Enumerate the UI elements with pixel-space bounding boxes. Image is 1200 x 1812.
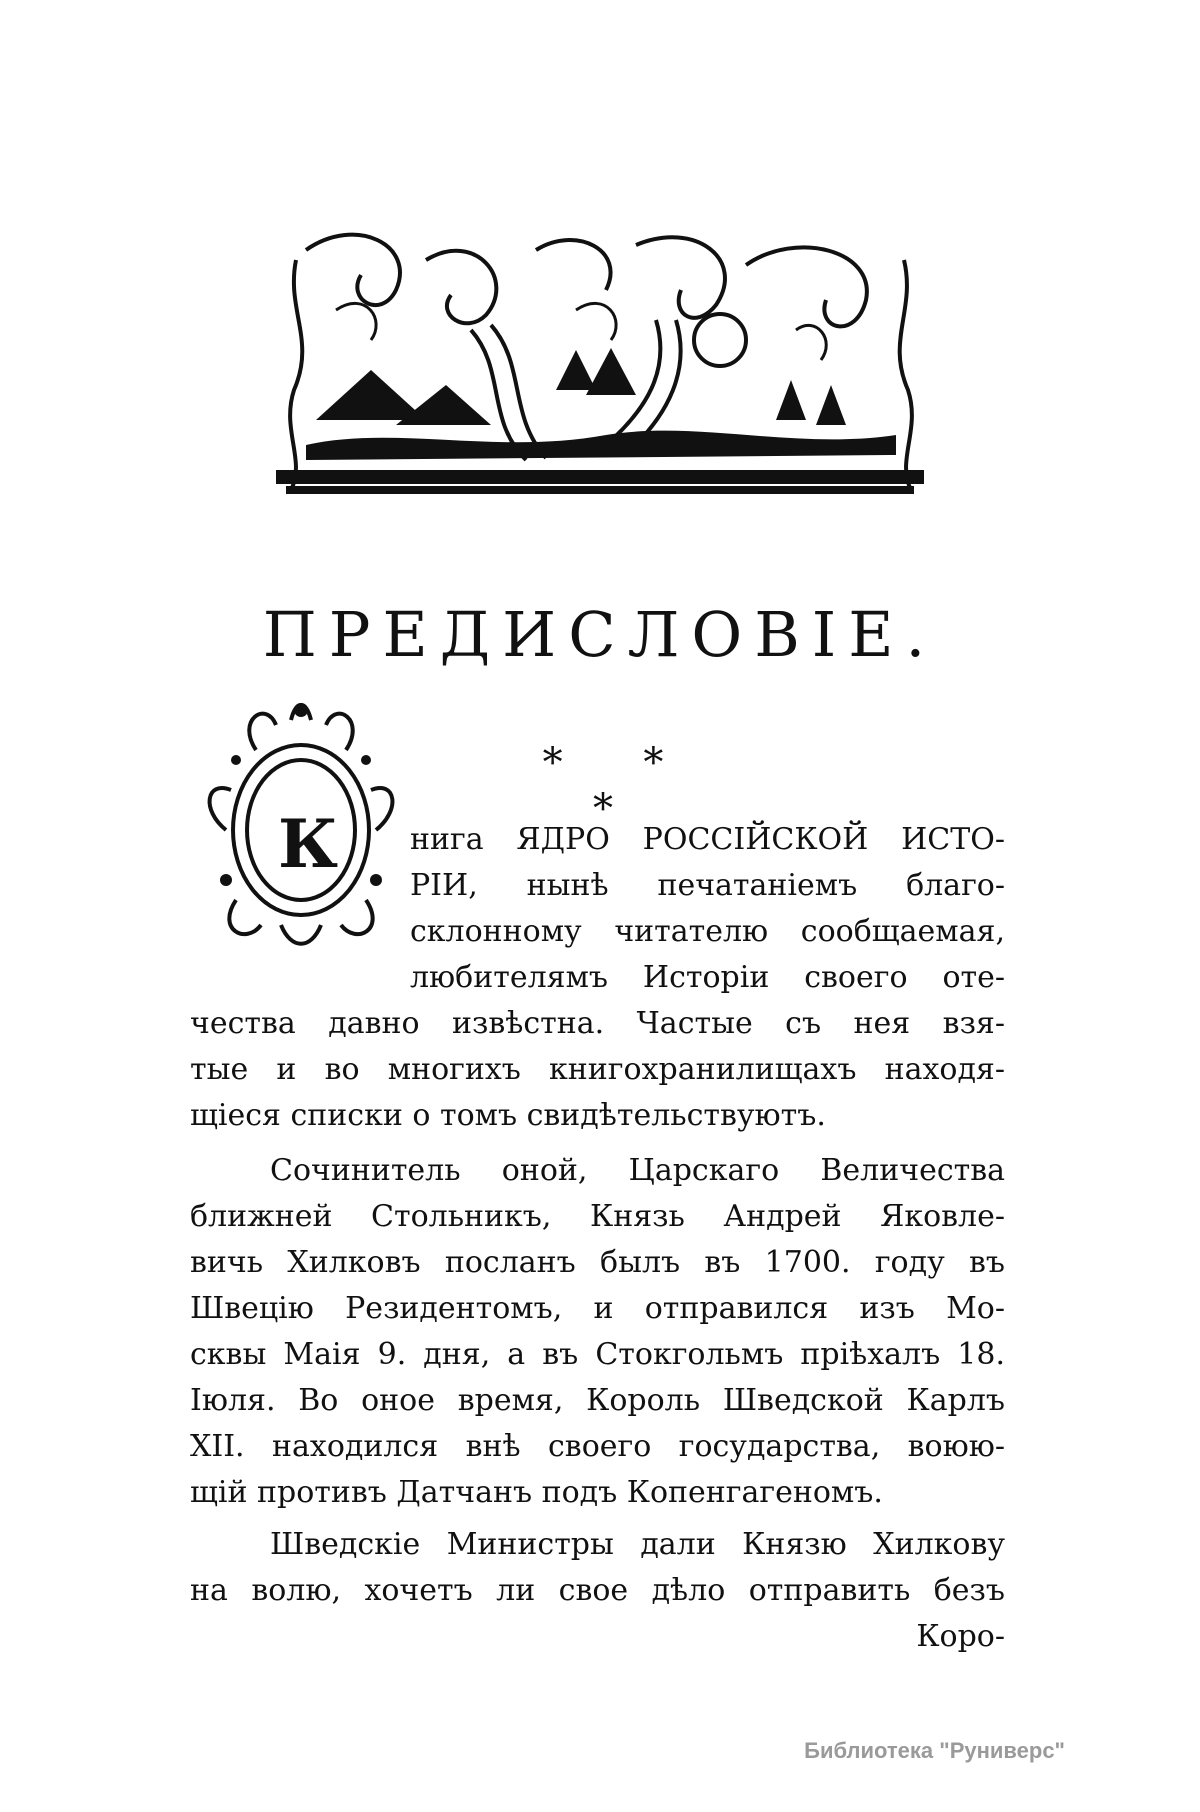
text-line: щій противъ Датчанъ подъ Копенгагеномъ. <box>190 1475 883 1510</box>
headpiece-engraving <box>276 220 924 510</box>
page-title: ПРЕДИСЛОВІЕ. <box>262 598 938 671</box>
text-line: Шведскіе Министры дали Князю Хилкову <box>270 1527 1005 1562</box>
text-line: ближней Стольникъ, Князь Андрей Яковле- <box>190 1199 1005 1234</box>
text-line: нига ЯДРО РОССІЙСКОЙ ИСТО- <box>410 822 1005 857</box>
text-line: на волю, хочетъ ли свое дѣло отправить безъ <box>190 1573 1005 1608</box>
text-line: вичь Хилковъ посланъ былъ въ 1700. году въ <box>190 1245 1005 1280</box>
text-line: склонному читателю сообщаемая, <box>410 914 1005 949</box>
text-line: Іюля. Во оное время, Король Шведской Карлъ <box>190 1383 1005 1418</box>
text-line: щіеся списки о томъ свидѣтельствуютъ. <box>190 1098 826 1133</box>
asterism-ornament: * * * <box>542 740 698 832</box>
text-line: тые и во многихъ книгохранилищахъ находя- <box>190 1052 1005 1087</box>
text-line: любителямъ Исторіи своего оте- <box>410 960 1005 995</box>
paragraph-2 <box>190 1148 1005 1516</box>
paragraph-3 <box>190 1522 1005 1660</box>
text-line: XII. находился внѣ своего государства, воюю- <box>190 1429 1005 1464</box>
drop-cap-initial: К <box>278 805 339 883</box>
text-line: Швецію Резидентомъ, и отправился изъ Мо- <box>190 1291 1005 1326</box>
text-line: Сочинитель оной, Царскаго Величества <box>270 1153 1005 1188</box>
text-line: РІИ, нынѣ печатаніемъ благо- <box>410 868 1005 903</box>
text-line: чества давно извѣстна. Частые съ нея взя- <box>190 1006 1005 1041</box>
text-line: сквы Маія 9. дня, а въ Стокгольмъ пріѣхалъ 18. <box>190 1337 1005 1372</box>
paragraph-1 <box>190 817 1005 1139</box>
library-watermark: Библиотека "Руниверс" <box>804 1738 1065 1763</box>
catchword: Коро- <box>916 1619 1005 1654</box>
